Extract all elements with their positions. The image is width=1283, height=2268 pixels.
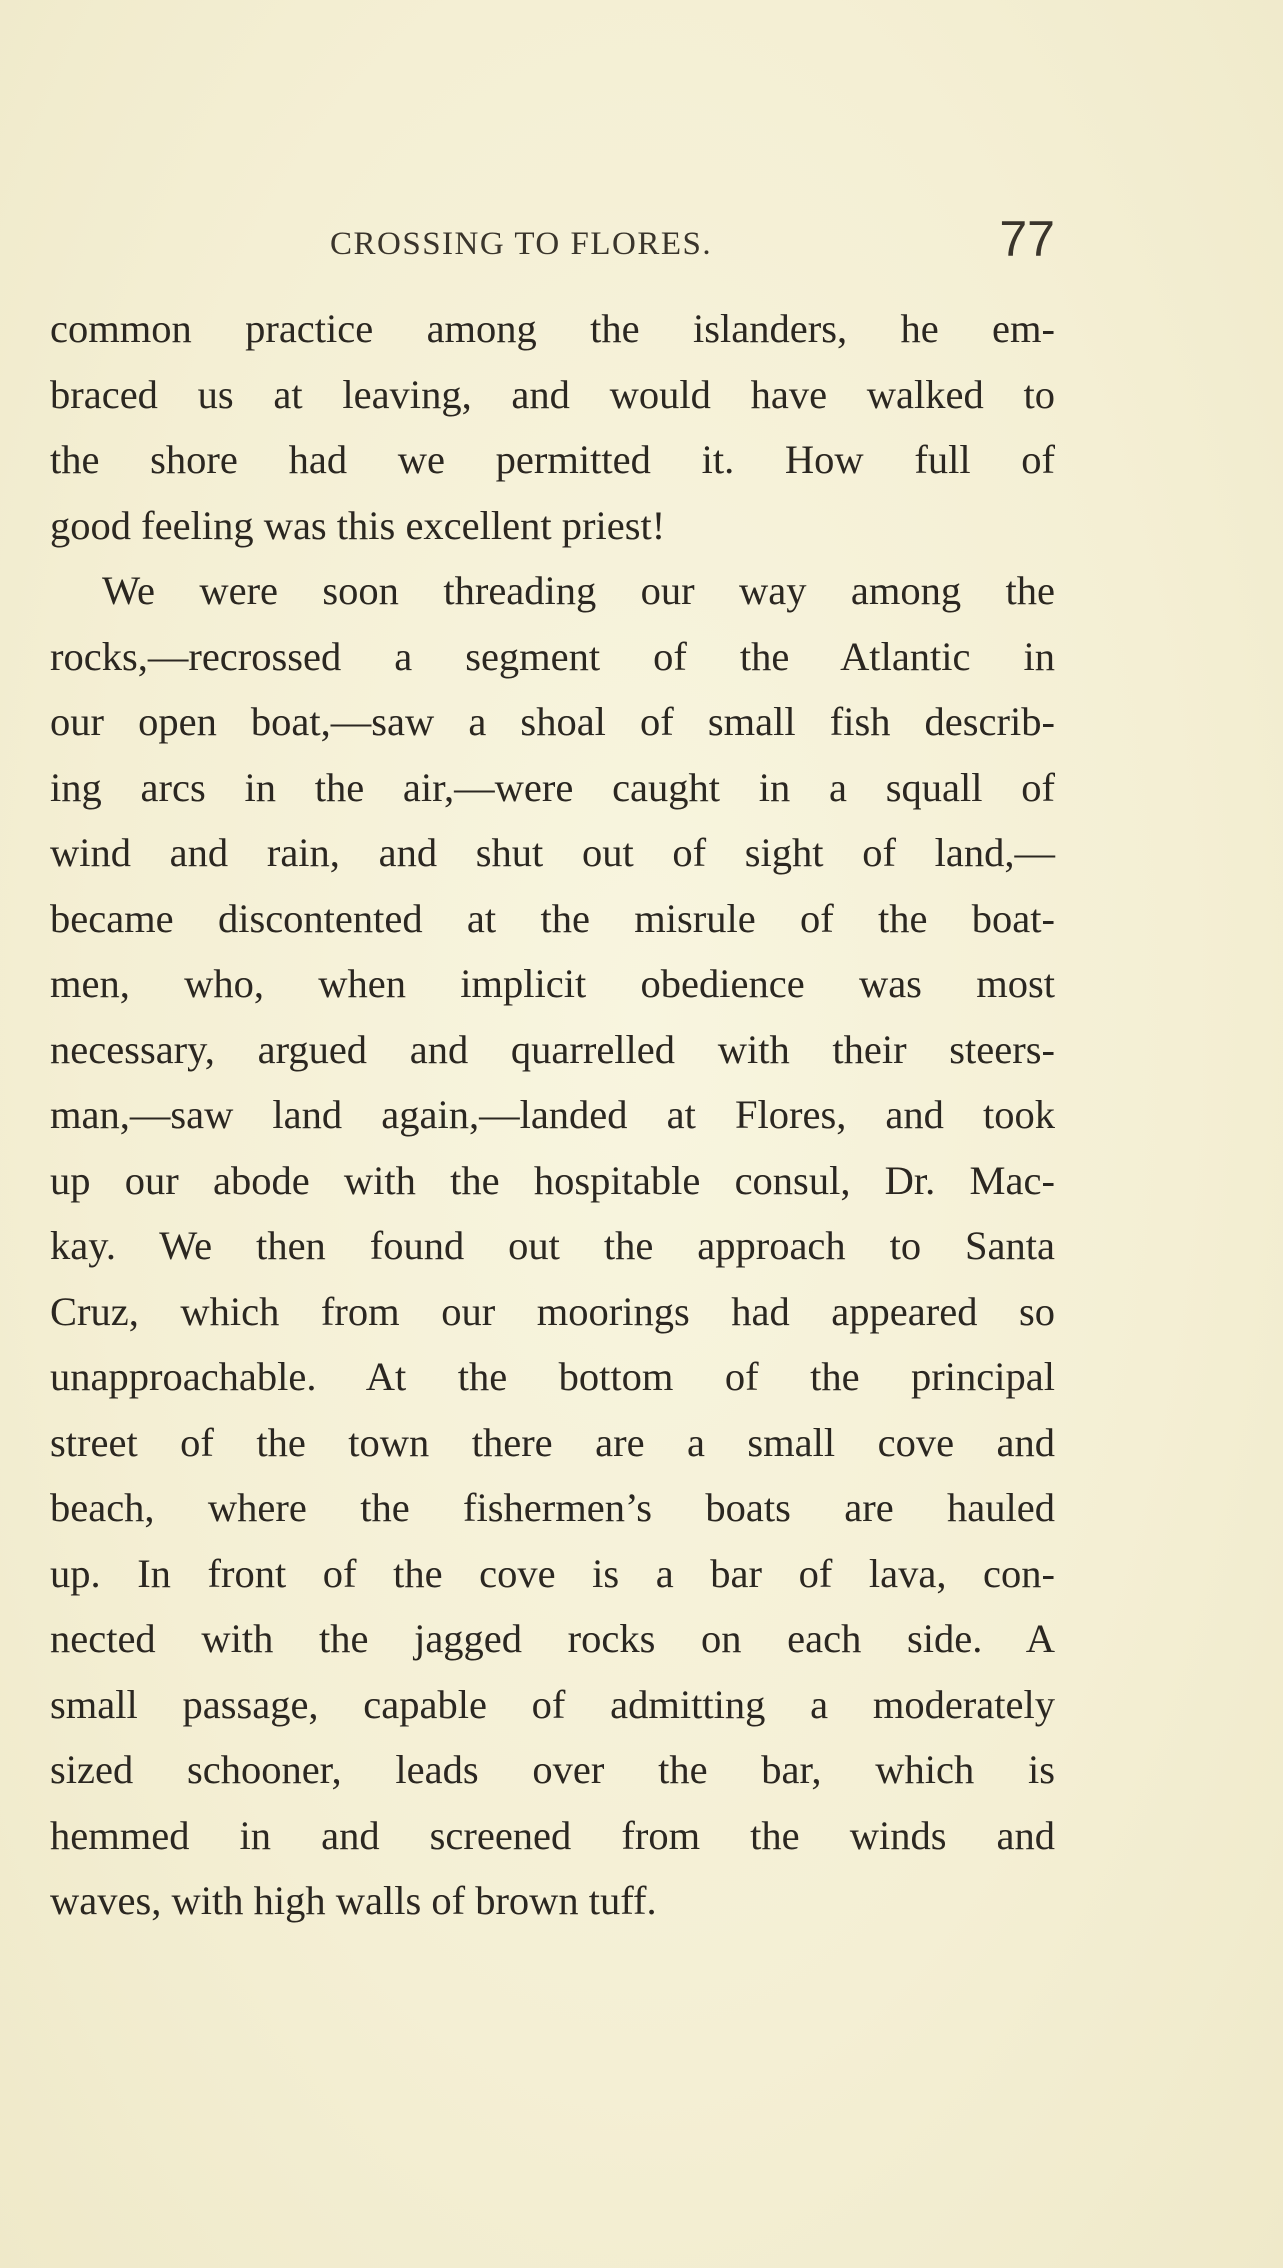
- text-line: man,—saw land again,—landed at Flores, and took: [50, 1092, 1055, 1137]
- text-line: kay. We then found out the approach to Santa: [50, 1223, 1055, 1268]
- text-line: wind and rain, and shut out of sight of land,—: [50, 830, 1055, 875]
- text-line: street of the town there are a small cove and: [50, 1419, 1055, 1465]
- text-line: nected with the jagged rocks on each side. A: [50, 1616, 1055, 1661]
- text-line: necessary, argued and quarrelled with their steers-: [50, 1026, 1055, 1072]
- text-line: the shore had we permitted it. How full of: [50, 437, 1055, 482]
- text-line: braced us at leaving, and would have walked to: [50, 371, 1055, 417]
- text-line: small passage, capable of admitting a moderately: [50, 1681, 1055, 1727]
- text-line: unapproachable. At the bottom of the principal: [50, 1354, 1055, 1399]
- text-line: sized schooner, leads over the bar, which is: [50, 1747, 1055, 1792]
- text-line: our open boat,—saw a shoal of small fish describ-: [50, 699, 1055, 744]
- text-line: hemmed in and screened from the winds and: [50, 1812, 1055, 1858]
- text-line: good feeling was this excellent priest!: [50, 502, 666, 548]
- text-line: up. In front of the cove is a bar of lava, con-: [50, 1550, 1055, 1596]
- text-line: men, who, when implicit obedience was most: [50, 961, 1055, 1006]
- text-line: became discontented at the misrule of the boat-: [50, 895, 1055, 941]
- running-title: CROSSING TO FLORES.: [330, 226, 713, 262]
- paragraph-first-line: We were soon threading our way among the: [102, 568, 1055, 613]
- text-line: Cruz, which from our moorings had appeared so: [50, 1288, 1055, 1334]
- text-line: up our abode with the hospitable consul, Dr. Mac-: [50, 1157, 1055, 1203]
- text-line: ing arcs in the air,—were caught in a squall of: [50, 764, 1055, 810]
- page-number: 77: [999, 211, 1055, 267]
- text-line: rocks,—recrossed a segment of the Atlantic in: [50, 633, 1055, 679]
- text-line: waves, with high walls of brown tuff.: [50, 1878, 657, 1923]
- text-line: common practice among the islanders, he em-: [50, 306, 1055, 351]
- running-head: [50, 208, 1055, 278]
- body-text: [50, 296, 1055, 1934]
- text-line: beach, where the fishermen’s boats are hauled: [50, 1485, 1055, 1530]
